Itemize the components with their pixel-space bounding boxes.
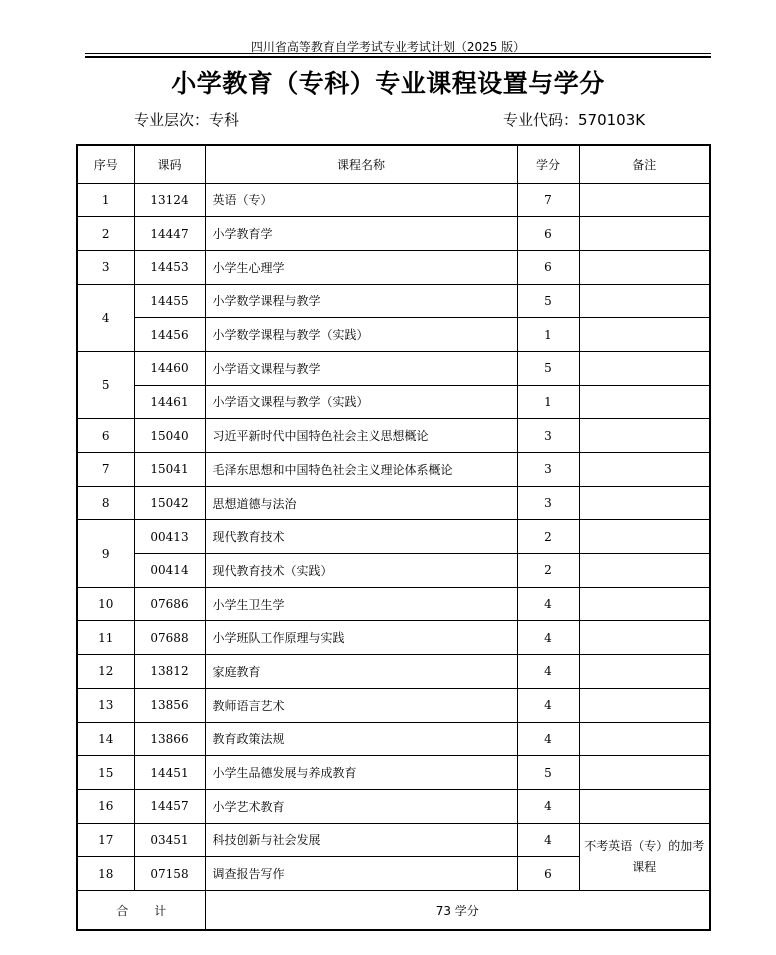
row-seq: 12 — [77, 655, 134, 689]
column-header-note: 备注 — [579, 145, 710, 183]
row-name: 习近平新时代中国特色社会主义思想概论 — [205, 419, 517, 453]
row-seq: 10 — [77, 587, 134, 621]
row-note — [579, 351, 710, 385]
row-seq: 17 — [77, 823, 134, 857]
row-credit: 5 — [517, 756, 579, 790]
row-credit: 4 — [517, 823, 579, 857]
row-note — [579, 419, 710, 453]
row-note — [579, 385, 710, 419]
row-note — [579, 554, 710, 588]
table-row — [77, 655, 710, 689]
column-header-seq: 序号 — [77, 145, 134, 183]
row-name: 小学语文课程与教学（实践） — [205, 385, 517, 419]
row-note-extra-course: 不考英语（专）的加考课程 — [579, 823, 710, 890]
row-name: 教育政策法规 — [205, 722, 517, 756]
row-seq: 1 — [77, 183, 134, 217]
table-row — [77, 823, 710, 857]
table-row — [77, 486, 710, 520]
total-value: 73 学分 — [205, 890, 710, 930]
row-credit: 1 — [517, 385, 579, 419]
row-seq: 18 — [77, 857, 134, 891]
table-row — [77, 284, 710, 318]
row-credit: 4 — [517, 621, 579, 655]
row-seq: 4 — [77, 284, 134, 351]
table-row — [77, 318, 710, 352]
column-header-name: 课程名称 — [205, 145, 517, 183]
row-code: 13812 — [134, 655, 205, 689]
row-code: 14447 — [134, 217, 205, 251]
row-code: 07686 — [134, 587, 205, 621]
row-note — [579, 789, 710, 823]
row-seq: 14 — [77, 722, 134, 756]
column-header-code: 课码 — [134, 145, 205, 183]
row-credit: 4 — [517, 587, 579, 621]
row-name: 小学数学课程与教学（实践） — [205, 318, 517, 352]
major-level: 专业层次：专科 — [134, 111, 240, 129]
row-credit: 4 — [517, 655, 579, 689]
row-name: 现代教育技术（实践） — [205, 554, 517, 588]
row-code: 00413 — [134, 520, 205, 554]
row-note — [579, 453, 710, 487]
course-table — [76, 144, 711, 931]
row-note — [579, 655, 710, 689]
row-code: 15040 — [134, 419, 205, 453]
row-credit: 5 — [517, 351, 579, 385]
total-label: 合计 — [77, 890, 205, 930]
row-seq: 16 — [77, 789, 134, 823]
row-credit: 4 — [517, 789, 579, 823]
row-credit: 1 — [517, 318, 579, 352]
running-head: 四川省高等教育自学考试专业考试计划（2025 版） — [250, 40, 526, 54]
row-note — [579, 318, 710, 352]
table-row — [77, 587, 710, 621]
table-row — [77, 250, 710, 284]
row-name: 教师语言艺术 — [205, 688, 517, 722]
row-note — [579, 587, 710, 621]
table-row — [77, 520, 710, 554]
row-code: 07688 — [134, 621, 205, 655]
table-row — [77, 419, 710, 453]
row-code: 15042 — [134, 486, 205, 520]
row-code: 15041 — [134, 453, 205, 487]
row-seq: 8 — [77, 486, 134, 520]
row-name: 小学数学课程与教学 — [205, 284, 517, 318]
row-name: 调查报告写作 — [205, 857, 517, 891]
row-credit: 7 — [517, 183, 579, 217]
row-seq: 5 — [77, 351, 134, 418]
table-row — [77, 722, 710, 756]
table-row — [77, 385, 710, 419]
row-code: 14456 — [134, 318, 205, 352]
table-row — [77, 554, 710, 588]
row-credit: 4 — [517, 688, 579, 722]
row-note — [579, 183, 710, 217]
table-header-row — [77, 145, 710, 183]
row-note — [579, 520, 710, 554]
row-credit: 3 — [517, 453, 579, 487]
row-credit: 6 — [517, 857, 579, 891]
row-credit: 6 — [517, 217, 579, 251]
row-name: 小学教育学 — [205, 217, 517, 251]
row-name: 小学生心理学 — [205, 250, 517, 284]
row-credit: 3 — [517, 419, 579, 453]
row-name: 小学生卫生学 — [205, 587, 517, 621]
table-row — [77, 351, 710, 385]
header-rule-thin — [85, 53, 711, 54]
row-note — [579, 756, 710, 790]
row-note — [579, 217, 710, 251]
row-name: 英语（专） — [205, 183, 517, 217]
row-seq: 6 — [77, 419, 134, 453]
table-row — [77, 756, 710, 790]
row-seq: 13 — [77, 688, 134, 722]
row-seq: 15 — [77, 756, 134, 790]
row-note — [579, 722, 710, 756]
row-name: 小学语文课程与教学 — [205, 351, 517, 385]
page-title: 小学教育（专科）专业课程设置与学分 — [171, 69, 605, 98]
row-credit: 3 — [517, 486, 579, 520]
row-name: 小学艺术教育 — [205, 789, 517, 823]
total-row — [77, 890, 710, 930]
row-note — [579, 284, 710, 318]
row-note — [579, 486, 710, 520]
row-code: 14453 — [134, 250, 205, 284]
row-note — [579, 250, 710, 284]
row-name: 小学生品德发展与养成教育 — [205, 756, 517, 790]
row-name: 现代教育技术 — [205, 520, 517, 554]
row-code: 14460 — [134, 351, 205, 385]
row-seq: 2 — [77, 217, 134, 251]
row-note — [579, 688, 710, 722]
row-code: 14451 — [134, 756, 205, 790]
row-code: 03451 — [134, 823, 205, 857]
row-code: 14455 — [134, 284, 205, 318]
row-seq: 3 — [77, 250, 134, 284]
row-name: 家庭教育 — [205, 655, 517, 689]
table-row — [77, 217, 710, 251]
table-row — [77, 183, 710, 217]
table-row — [77, 789, 710, 823]
row-credit: 6 — [517, 250, 579, 284]
row-seq: 9 — [77, 520, 134, 587]
major-code: 专业代码：570103K — [503, 111, 646, 129]
row-note — [579, 621, 710, 655]
row-seq: 11 — [77, 621, 134, 655]
row-name: 科技创新与社会发展 — [205, 823, 517, 857]
row-name: 毛泽东思想和中国特色社会主义理论体系概论 — [205, 453, 517, 487]
table-row — [77, 621, 710, 655]
row-seq: 7 — [77, 453, 134, 487]
row-code: 14457 — [134, 789, 205, 823]
row-code: 13856 — [134, 688, 205, 722]
row-code: 14461 — [134, 385, 205, 419]
table-row — [77, 453, 710, 487]
row-code: 13866 — [134, 722, 205, 756]
table-row — [77, 688, 710, 722]
row-name: 思想道德与法治 — [205, 486, 517, 520]
row-credit: 4 — [517, 722, 579, 756]
header-rule-thick — [85, 56, 711, 58]
row-credit: 5 — [517, 284, 579, 318]
row-code: 13124 — [134, 183, 205, 217]
row-code: 00414 — [134, 554, 205, 588]
column-header-credit: 学分 — [517, 145, 579, 183]
row-code: 07158 — [134, 857, 205, 891]
row-credit: 2 — [517, 554, 579, 588]
row-name: 小学班队工作原理与实践 — [205, 621, 517, 655]
row-credit: 2 — [517, 520, 579, 554]
